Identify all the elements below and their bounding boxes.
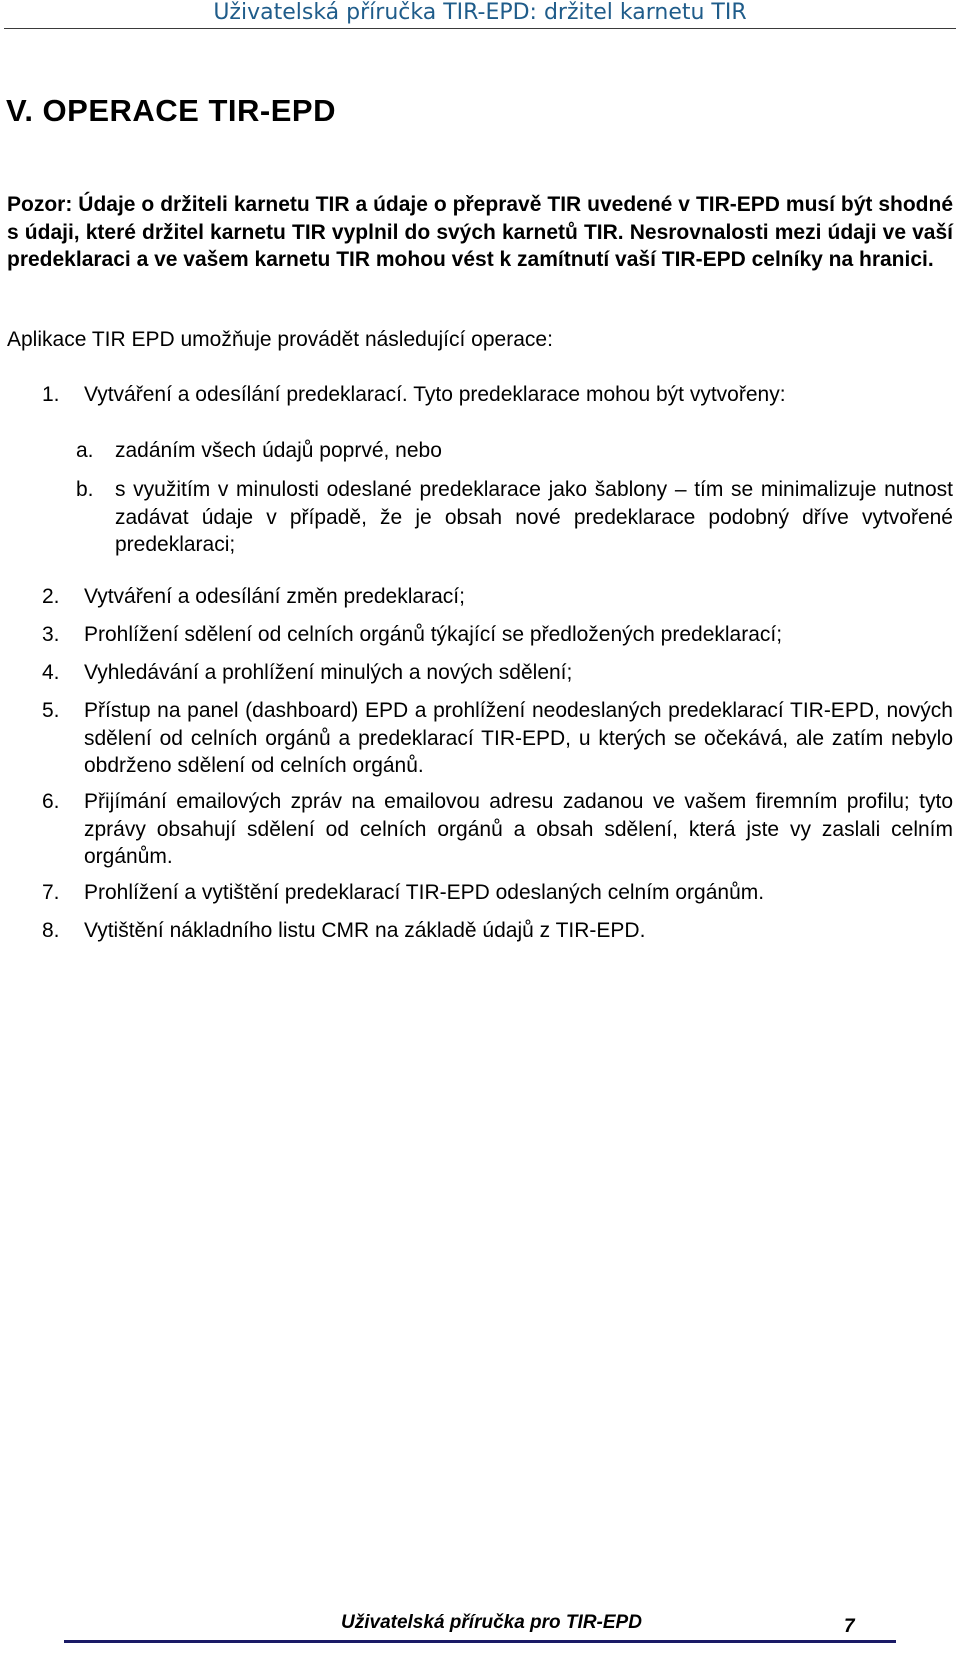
chapter-title: V. OPERACE TIR-EPD bbox=[6, 93, 336, 128]
list-item-number: 5. bbox=[42, 699, 60, 722]
list-item-text: Prohlížení sdělení od celních orgánů týkající se předložených predeklarací; bbox=[84, 623, 783, 646]
intro-paragraph: Aplikace TIR EPD umožňuje provádět následující operace: bbox=[7, 328, 553, 351]
list-item-text: Vyhledávání a prohlížení minulých a nových sdělení; bbox=[84, 661, 573, 684]
list-item-number: 3. bbox=[42, 623, 60, 646]
list-item-text: Přijímání emailových zpráv na emailovou adresu zadanou ve vašem firemním profilu; tyto zprávy obsahují sdělení od celních orgánů a obsah sdělení, která jste vy zaslali celním orgánům. bbox=[84, 790, 953, 868]
list-item-number: 2. bbox=[42, 585, 60, 608]
warning-paragraph: Pozor: Údaje o držiteli karnetu TIR a údaje o přepravě TIR uvedené v TIR-EPD musí být shodné s údaji, které držitel karnetu TIR vyplnil do svých karnetů TIR. Nesrovnalosti mezi údaji ve vaší predeklaraci a ve vašem karnetu TIR mohou vést k zamítnutí vaší TIR-EPD celníky na hranici. bbox=[7, 193, 953, 271]
list-item-text: Vytváření a odesílání predeklarací. Tyto predeklarace mohou být vytvořeny: bbox=[84, 383, 786, 406]
page-number: 7 bbox=[844, 1616, 855, 1637]
list-item-text: Vytištění nákladního listu CMR na základě údajů z TIR-EPD. bbox=[84, 919, 646, 942]
running-header: Uživatelská příručka TIR-EPD: držitel karnetu TIR bbox=[213, 0, 747, 25]
list-item-number: 1. bbox=[42, 383, 60, 406]
list-item-number: 7. bbox=[42, 881, 60, 904]
list-item-number: 6. bbox=[42, 790, 60, 813]
list-item-text: Prohlížení a vytištění predeklarací TIR-EPD odeslaných celním orgánům. bbox=[84, 881, 765, 904]
list-item-number: 4. bbox=[42, 661, 60, 684]
header-divider bbox=[4, 28, 956, 29]
sub-item-letter: a. bbox=[76, 439, 94, 462]
list-item-text: Přístup na panel (dashboard) EPD a prohlížení neodeslaných predeklarací TIR-EPD, nových sdělení od celních orgánů a predeklarací TIR-EPD, u kterých se očekává, ale zatím nebylo obdrženo sdělení od celních orgánů. bbox=[84, 699, 953, 777]
sub-item-text: s využitím v minulosti odeslané predeklarace jako šablony – tím se minimalizuje nutnost zadávat údaje v případě, že je obsah nové predeklarace podobný dříve vytvořené predeklaraci; bbox=[115, 478, 953, 556]
sub-item-letter: b. bbox=[76, 478, 94, 501]
list-item-number: 8. bbox=[42, 919, 60, 942]
footer-title: Uživatelská příručka pro TIR-EPD bbox=[341, 1612, 642, 1633]
list-item-text: Vytváření a odesílání změn predeklarací; bbox=[84, 585, 465, 608]
footer-divider bbox=[64, 1640, 896, 1643]
sub-item-text: zadáním všech údajů poprvé, nebo bbox=[115, 439, 442, 462]
